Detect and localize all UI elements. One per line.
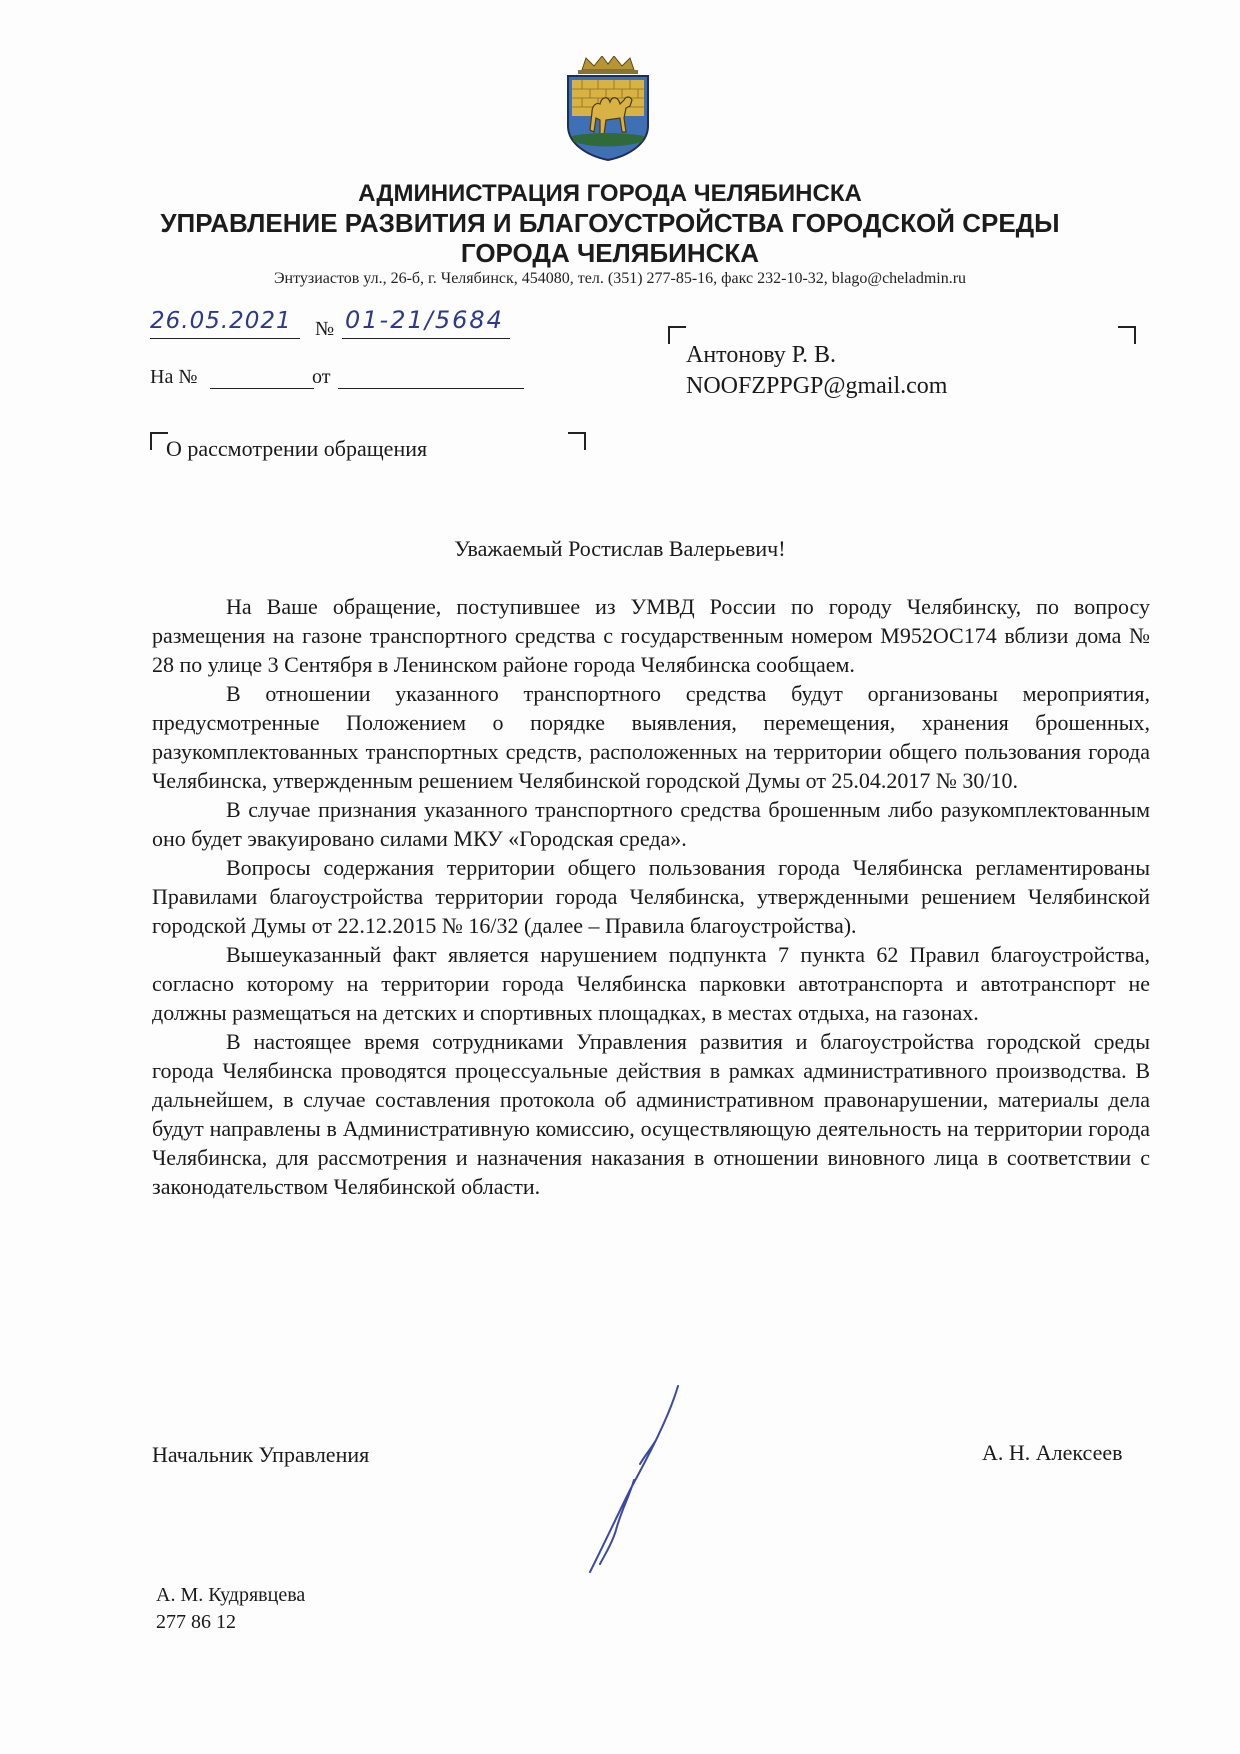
number-label: № [315,318,335,340]
outgoing-date: 26.05.2021 [150,308,292,334]
letter-subject: О рассмотрении обращения [166,436,428,461]
signatory-name: А. Н. Алексеев [982,1440,1123,1465]
subject-bracket-right [568,432,586,450]
contact-address: Энтузиастов ул., 26-б, г. Челябинск, 454080, тел. (351) 277-85-16, факс 232-10-32, blago@cheladmin.ru [273,270,967,287]
department-title: УПРАВЛЕНИЕ РАЗВИТИЯ И БЛАГОУСТРОЙСТВА ГОРОДСКОЙ СРЕДЫ [160,208,1060,238]
reference-number-line [210,388,314,389]
recipient-block [686,340,947,402]
executor-name: А. М. Кудрявцева [156,1584,306,1606]
handwritten-signature [560,1380,710,1580]
reference-date-line [338,388,524,389]
department-city: ГОРОДА ЧЕЛЯБИНСКА [460,238,760,268]
reference-date-label: от [312,366,331,388]
salutation: Уважаемый Ростислав Валерьевич! [454,536,786,561]
administration-title: АДМИНИСТРАЦИЯ ГОРОДА ЧЕЛЯБИНСКА [358,180,862,207]
reference-number-label: На № [150,366,198,388]
body-paragraph: В отношении указанного транспортного средства будут организованы мероприятия, предусмотренные Положением о порядке выявления, перемещения, хранения брошенных, разукомплектованных транспортных средств, расположенных на территории общего пользования города Челябинска, утвержденным решением Челябинской городской Думы от 25.04.2017 № 30/10. [152,681,1150,793]
recipient-email: NOOFZPPGP@gmail.com [686,373,948,399]
outgoing-number: 01-21/5684 [345,306,504,334]
executor-block [156,1582,305,1636]
body-paragraph: В настоящее время сотрудниками Управления развития и благоустройства городской среды города Челябинска проводятся процессуальные действия в рамках административного производства. В дальнейшем, в случае составления протокола об административном правонарушении, материалы дела будут направлены в Административную комиссию, осуществляющую деятельность на территории города Челябинска, для рассмотрения и назначения наказания в отношении виновного лица в соответствии с законодательством Челябинской области. [152,1029,1150,1199]
chelyabinsk-coat-of-arms-icon [562,56,654,162]
letter-body [152,592,1150,1201]
recipient-name: Антонову Р. В. [686,342,837,368]
signatory-position: Начальник Управления [152,1442,370,1467]
number-underline [342,338,510,339]
recipient-bracket-left [668,326,686,344]
executor-phone: 277 86 12 [156,1611,236,1633]
recipient-bracket-right [1118,326,1136,344]
date-underline [150,338,300,339]
body-paragraph: В случае признания указанного транспортного средства брошенным либо разукомплектованным оно будет эвакуировано силами МКУ «Городская среда». [152,797,1150,851]
body-paragraph: Вышеуказанный факт является нарушением подпункта 7 пункта 62 Правил благоустройства, согласно которому на территории города Челябинска парковки автотранспорта и автотранспорт не должны размещаться на детских и спортивных площадках, в местах отдыха, на газонах. [152,942,1150,1025]
body-paragraph: Вопросы содержания территории общего пользования города Челябинска регламентированы Правилами благоустройства территории города Челябинска, утвержденными решением Челябинской городской Думы от 22.12.2015 № 16/32 (далее – Правила благоустройства). [152,855,1150,938]
body-paragraph: На Ваше обращение, поступившее из УМВД России по городу Челябинску, по вопросу размещения на газоне транспортного средства с государственным номером М952ОС174 вблизи дома № 28 по улице 3 Сентября в Ленинском районе города Челябинска сообщаем. [152,594,1150,677]
